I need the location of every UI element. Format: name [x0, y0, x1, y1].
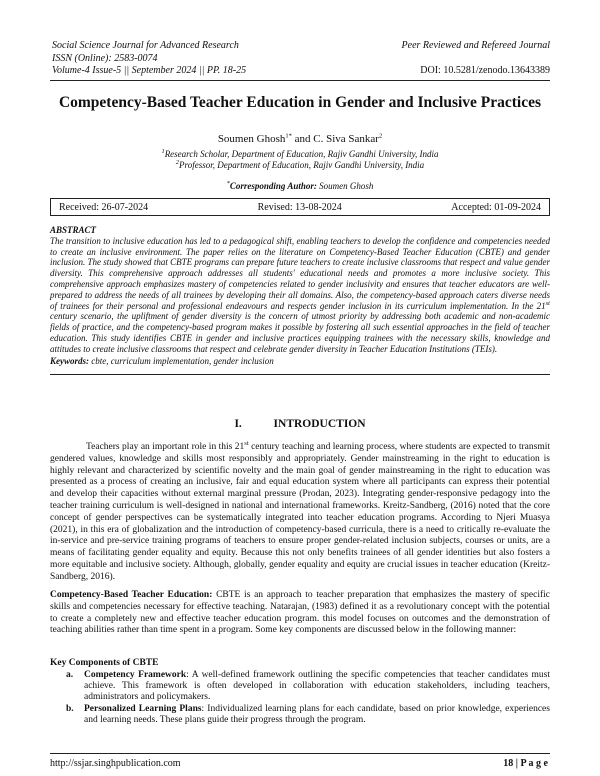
keywords-text: cbte, curriculum implementation, gender inclusion [89, 356, 274, 366]
abstract-rule [50, 374, 550, 375]
article-title: Competency-Based Teacher Education in Gender and Inclusive Practices [58, 94, 542, 111]
keywords [50, 356, 550, 366]
corresponding-author [40, 181, 560, 191]
affil-sup: 2 [175, 159, 180, 166]
item-lead: Personalized Learning Plans [84, 704, 202, 714]
keywords-label: Keywords: [50, 356, 89, 366]
journal-header [52, 40, 550, 78]
author-sup: 1* [285, 132, 292, 140]
affil-text: Professor, Department of Education, Rajiv Gandhi University, India [179, 160, 425, 170]
journal-name: Social Science Journal for Advanced Research [52, 40, 239, 51]
affil-text: Research Scholar, Department of Education, Rajiv Gandhi University, India [164, 149, 439, 159]
item-text: : A well-defined framework outlining the specific competencies that teacher candidates must achieve. This framework is often developed in collaboration with education stakeholders, including teachers, administrators and policymakers. [84, 670, 550, 703]
received-date: Received: 26-07-2024 [59, 201, 149, 213]
key-component-item [66, 704, 550, 726]
doi: DOI: 10.5281/zenodo.13643389 [420, 65, 550, 76]
footer-url[interactable]: http://ssjar.singhpublication.com [50, 758, 181, 769]
author-name: C. Siva Sankar [313, 133, 379, 145]
dates-box [50, 198, 550, 216]
abstract-heading: ABSTRACT [50, 225, 97, 235]
footer-rule [50, 753, 550, 754]
paragraph-text: Teachers play an important role in this 21 [86, 442, 245, 452]
accepted-date: Accepted: 01-09-2024 [451, 201, 541, 213]
key-component-item [66, 670, 550, 704]
item-text: : Individualized learning plans for each candidate, based on prior knowledge, experiences and learning needs. These plans guide their progress through the program. [84, 704, 550, 726]
abstract-text: century scenario, the upliftment of gender diversity is the concern of utmost priority by addressing both academic and non-academic fields of practice, and the competency-based program makes it possible by fostering all such essential approaches in the field of teacher education. This study identifies CBTE in gender and inclusive practices equipping trainees with the necessary skills, knowledge and attitudes to create inclusive classrooms that respect and celebrate gender diversity in Teacher Education Institutions (TEIs). [50, 311, 550, 354]
section-heading [40, 418, 560, 430]
volume-issue: Volume-4 Issue-5 || September 2024 || PP. 18-25 [52, 65, 247, 76]
paragraph-lead: Competency-Based Teacher Education: [50, 590, 213, 600]
paragraph-sup: st [244, 439, 249, 447]
item-marker: a. [66, 670, 74, 680]
abstract [50, 225, 550, 355]
corr-label: Corresponding Author: [229, 181, 317, 191]
review-status: Peer Reviewed and Refereed Journal [401, 40, 550, 51]
corr-sup: * [226, 180, 230, 187]
author-sup: 2 [378, 132, 383, 140]
author-line [40, 133, 560, 145]
affiliation-2 [40, 160, 560, 171]
section-title: INTRODUCTION [273, 418, 366, 430]
page-number: 18 | P a g e [503, 758, 548, 769]
author-name: Soumen Ghosh [217, 133, 286, 145]
item-marker: b. [66, 704, 74, 714]
item-lead: Competency Framework [84, 670, 187, 680]
paragraph-text: century teaching and learning process, where students are expected to transmit gendered values, knowledge and skills most responsibly and appropriately. Gender mainstreaming in the right to education is highly relevant and characterized by scientific novelty and the main goal of gender mainstreaming in the right to education was presented as a process of creating an inclusive, fair and equal education system where all participants can express their potential and develop their capacities without external marginal pressure (Prodan, 2023). Integrating gender-responsive pedagogy into the teacher training curriculum is well-designed in national and international frameworks. Kreitz-Sandberg, (2016) noted that the core concept of gender perspectives can be systematically integrated into teacher education programs. According to Njeri Muasya (2021), in this era of globalization and the introduction of competency-based curricula, there is a need to critically re-evaluate the in-service and pre-service training programs of teachers to ensure proper gender-related inclusion subjects, courses or units, are a means of facilitating gender equality and equity. Because this not only benefits trainees of all gender identities but also fosters a more equitable and inclusive society. Although, globally, gender equality and equity are crucial issues in teacher education (Kreitz-Sandberg, 2016). [50, 442, 550, 582]
key-components-heading: Key Components of CBTE [50, 658, 159, 668]
affiliation-1 [40, 149, 560, 160]
abstract-sup: st [545, 299, 550, 307]
corr-name: Soumen Ghosh [316, 181, 374, 191]
issn: ISSN (Online): 2583-0074 [52, 52, 158, 64]
section-number: I. [234, 418, 242, 430]
affil-sup: 1 [161, 148, 165, 155]
intro-paragraph-2 [50, 590, 550, 637]
paragraph-text: CBTE is an approach to teacher preparation that emphasizes the mastery of specific skills and competencies necessary for effective teaching. Natarajan, (1983) defined it as a revolutionary concept with the potential to create a completely new and effective teacher education program. this model focuses on outcomes and the demonstration of teaching abilities rather than time spent in a program. Some key components are discussed below in the following manner: [50, 590, 551, 636]
author-joiner: and [291, 133, 314, 145]
revised-date: Revised: 13-08-2024 [257, 201, 342, 213]
header-rule [50, 80, 550, 81]
abstract-text: The transition to inclusive education has led to a pedagogical shift, enabling teachers to develop the confidence and competencies needed to create an inclusive environment. The paper relies on the literature on Competency-Based Teacher Education (CBTE) and gender inclusion. The study showed that CBTE programs can prepare future teachers to create inclusive classrooms that respect and value gender diversity. This comprehensive approach addresses all students' educational needs and promotes a more inclusive society. This comprehensive approach emphasizes mastery of competencies related to gender inclusivity and ensures that teacher educators are well-prepared to address the needs of all trainees by developing their all domains. Also, the competency-based approach caters diverse needs of trainees for their personal and professional endeavours and respects gender inclusion in its curriculum implementation. In the 21 [50, 235, 550, 311]
intro-paragraph-1 [50, 439, 550, 584]
page-footer [50, 758, 548, 769]
abstract-body [50, 236, 550, 355]
